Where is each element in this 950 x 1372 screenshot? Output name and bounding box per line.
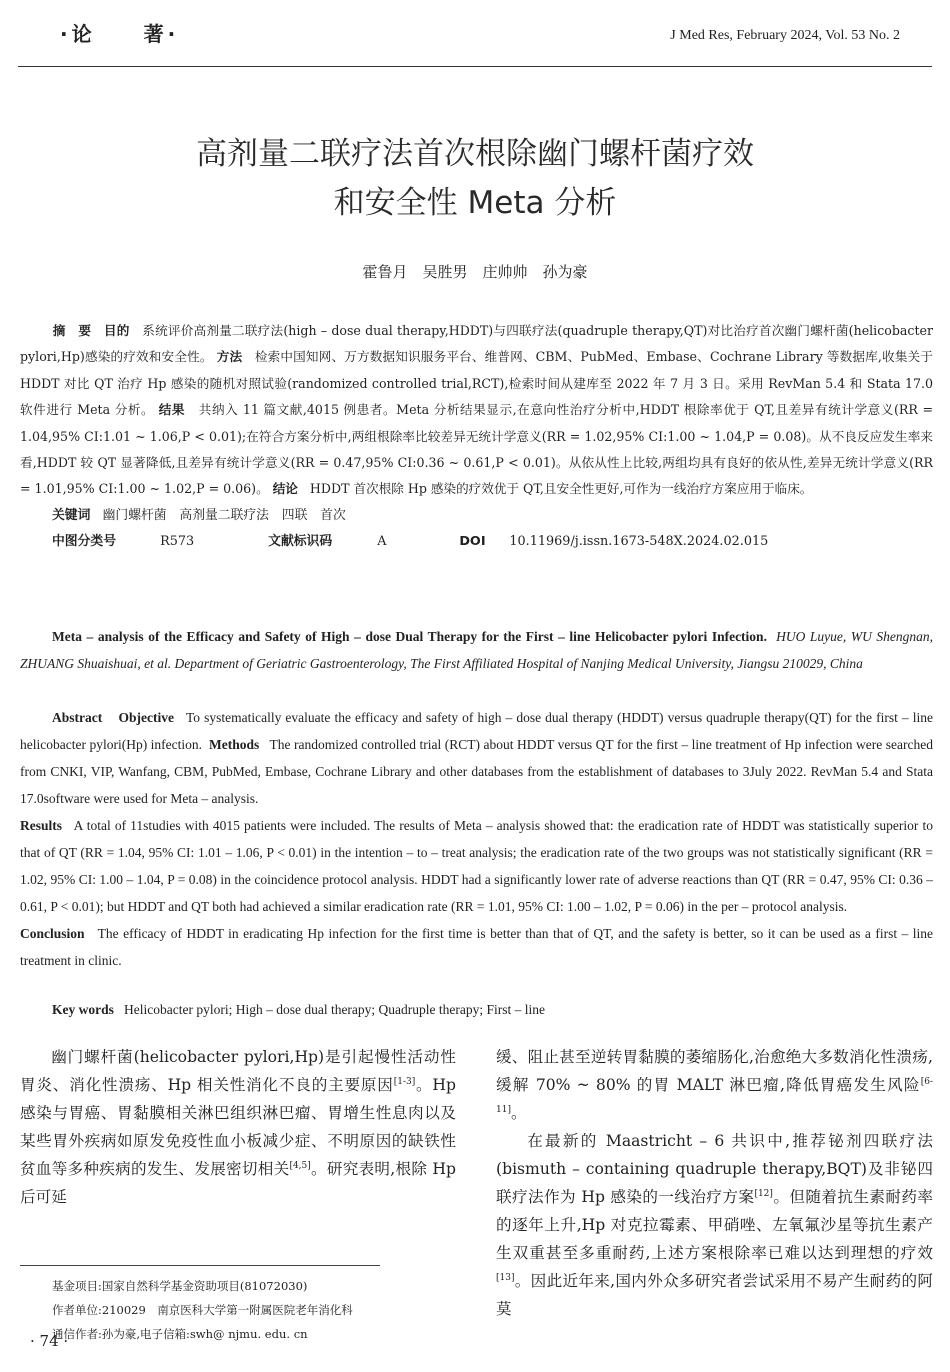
- citation-ref: [13]: [496, 1272, 515, 1283]
- citation-ref: [1-3]: [393, 1076, 416, 1087]
- doi-label: DOI: [459, 533, 486, 549]
- page-number: · 74 ·: [30, 1332, 69, 1350]
- body-paragraph: [496, 1127, 933, 1323]
- en-objective-text: To systematically evaluate the efficacy and safety of high – dose dual therapy (HDDT) versus quadruple therapy(QT) for the first – line helicobacter pylori(Hp) infection.: [20, 710, 933, 752]
- citation-ref: [6-11]: [496, 1076, 933, 1115]
- cn-conclusion-text: HDDT 首次根除 Hp 感染的疗效优于 QT,且安全性更好,可作为一线治疗方案应用于临床。: [309, 481, 813, 497]
- cn-objective-label: 目的: [103, 323, 130, 338]
- body-right-text-a: 缓、阻止甚至逆转胃黏膜的萎缩肠化,治愈绝大多数消化性溃疡,缓解 70% ~ 80% 的胃 MALT 淋巴瘤,降低胃癌发生风险: [496, 1048, 933, 1094]
- header-rule: [18, 66, 932, 67]
- footnote-contact: 通信作者:孙为豪,电子信箱:swh@ njmu. edu. cn: [52, 1327, 308, 1341]
- paper-title-line2: 和安全性 Meta 分析: [333, 185, 617, 221]
- cn-results-text: 共纳入 11 篇文献,4015 例患者。Meta 分析结果显示,在意向性治疗分析中,HDDT 根除率优于 QT,且差异有统计学意义(RR = 1.04,95% CI:1.01 ~ 1.06,P < 0.01);在符合方案分析中,两组根除率比较差异无统计学意义(RR = 1.02,95% CI:1.00 ~ 1.04,P = 0.08)。从不良反应发生率来看,HDDT 较 QT 显著降低,且差异有统计学意义(RR = 0.47,95% CI:0.36 ~ 0.61,P < 0.01)。从依从性上比较,两组均具有良好的依从性,差异无统计学意义(RR = 1.01,95% CI:1.00 ~ 1.02,P = 0.06)。: [20, 402, 933, 497]
- footnote-unit: 作者单位:210029 南京医科大学第一附属医院老年消化科: [52, 1303, 353, 1317]
- doccode-label: 文献标识码: [268, 533, 333, 549]
- body-left-text-c: 。研究表明,根除 Hp 后可延: [20, 1160, 456, 1206]
- cn-abstract-body: [20, 318, 933, 503]
- body-right-text-c: 在最新的 Maastricht – 6 共识中,推荐铋剂四联疗法(bismuth – containing quadruple therapy,BQT)及非铋四联疗法作为 Hp 感染的一线治疗方案: [496, 1132, 933, 1206]
- english-authors-affiliation: HUO Luyue, WU Shengnan, ZHUANG Shuaishuai, et al. Department of Geriatric Gastroenterology, The First Affiliated Hospital of Nanjing Medical University, Jiangsu 210029, China: [20, 629, 934, 671]
- en-conclusion-text: The efficacy of HDDT in eradicating Hp infection for the first time is better than that of QT, and the safety is better, so it can be used as a first – line treatment in clinic.: [20, 926, 933, 968]
- cn-conclusion-label: 结论: [272, 481, 298, 497]
- clc-label: 中图分类号: [52, 533, 116, 549]
- english-title: Meta – analysis of the Efficacy and Safety of High – dose Dual Therapy for the First – line Helicobacter pylori Infection.: [52, 629, 767, 644]
- citation-ref: [4,5]: [289, 1160, 311, 1171]
- doccode-value: A: [377, 533, 387, 549]
- footnote-fund: 基金项目:国家自然科学基金资助项目(81072030): [52, 1279, 308, 1293]
- footnotes: [52, 1274, 353, 1346]
- english-title-block: [20, 623, 933, 677]
- body-right-text-e: 。因此近年来,国内外众多研究者尝试采用不易产生耐药的阿莫: [496, 1272, 933, 1318]
- cn-objective-text: 系统评价高剂量二联疗法(high – dose dual therapy,HDDT)与四联疗法(quadruple therapy,QT)对比治疗首次幽门螺杆菌(helicobacter pylori,Hp)感染的疗效和安全性。: [20, 323, 933, 365]
- author-list: 霍鲁月 吴胜男 庄帅帅 孙为豪: [362, 263, 588, 281]
- cn-keywords-label: 关键词: [52, 507, 91, 523]
- english-abstract: [20, 704, 933, 974]
- en-keywords-row: [52, 996, 545, 1023]
- en-abstract-label: Abstract: [52, 710, 103, 725]
- en-keywords-label: Key words: [52, 1002, 114, 1017]
- cn-methods-text: 检索中国知网、万方数据知识服务平台、维普网、CBM、PubMed、Embase、Cochrane Library 等数据库,收集关于 HDDT 对比 QT 治疗 Hp 感染的随机对照试验(randomized controlled trial,RCT),检索时间从建库至 2022 年 7 月 3 日。采用 RevMan 5.4 和 Stata 17.0 软件进行 Meta 分析。: [20, 349, 933, 418]
- paper-title-line1: 高剂量二联疗法首次根除幽门螺杆菌疗效: [196, 136, 754, 172]
- cn-results-label: 结果: [158, 402, 186, 418]
- body-left-text-b: 。Hp 感染与胃癌、胃黏膜相关淋巴组织淋巴瘤、胃增生性息肉以及某些胃外疾病如原发免疫性血小板减少症、不明原因的缺铁性贫血等多种疾病的发生、发展密切相关: [20, 1076, 456, 1178]
- citation-ref: [12]: [754, 1188, 773, 1199]
- journal-citation: J Med Res, February 2024, Vol. 53 No. 2: [670, 28, 900, 43]
- doi-value: 10.11969/j.issn.1673-548X.2024.02.015: [509, 533, 769, 549]
- body-right-text-b: 。: [510, 1104, 527, 1122]
- cn-keywords: 幽门螺杆菌 高剂量二联疗法 四联 首次: [102, 507, 346, 523]
- en-objective-label: Objective: [118, 710, 175, 725]
- cn-abstract-label: 摘 要: [52, 323, 92, 338]
- chinese-abstract: [20, 318, 933, 555]
- footnote-rule: [20, 1265, 380, 1266]
- en-keywords: Helicobacter pylori; High – dose dual therapy; Quadruple therapy; First – line: [124, 1002, 546, 1017]
- cn-keywords-row: [20, 503, 933, 529]
- en-results-text: A total of 11studies with 4015 patients were included. The results of Meta – analysis showed that: the eradication rate of HDDT was statistically superior to that of QT (RR = 1.04, 95% CI: 1.01 – 1.06, P < 0.01) in the intention – to – treat analysis; the eradication rate of the two groups was not statistically significant (RR = 1.02, 95% CI: 1.00 – 1.04, P = 0.08) in the coincidence protocol analysis. HDDT had a significantly lower rate of adverse reactions than QT (RR = 0.47, 95% CI: 0.36 – 0.61, P < 0.01); but HDDT and QT both had achieved a similar eradication rate (RR = 1.01, 95% CI: 1.00 – 1.02, P = 0.06) in the per – protocol analysis.: [20, 818, 934, 914]
- body-paragraph: [496, 1043, 933, 1127]
- body-right-column: [496, 1043, 933, 1323]
- en-results-label: Results: [20, 818, 63, 833]
- body-left-column: [20, 1043, 456, 1211]
- body-right-text-d: 。但随着抗生素耐药率的逐年上升,Hp 对克拉霉素、甲硝唑、左氧氟沙星等抗生素产生双重甚至多重耐药,上述方案根除率已难以达到理想的疗效: [496, 1188, 933, 1262]
- cn-methods-label: 方法: [216, 349, 243, 365]
- en-methods-label: Methods: [209, 737, 260, 752]
- cn-classification-row: [20, 529, 933, 555]
- en-methods-text: The randomized controlled trial (RCT) about HDDT versus QT for the first – line treatment of Hp infection were searched from CNKI, VIP, Wanfang, CBM, PubMed, Embase, Cochrane Library and other databases from the establishment of databases to 3July 2022. RevMan 5.4 and Stata 17.0software were used for Meta – analysis.: [20, 737, 933, 806]
- en-conclusion-label: Conclusion: [20, 926, 85, 941]
- section-label: ·论 著·: [60, 22, 180, 46]
- clc-value: R573: [160, 533, 195, 549]
- body-left-text-a: 幽门螺杆菌(helicobacter pylori,Hp)是引起慢性活动性胃炎、消化性溃疡、Hp 相关性消化不良的主要原因: [20, 1048, 456, 1094]
